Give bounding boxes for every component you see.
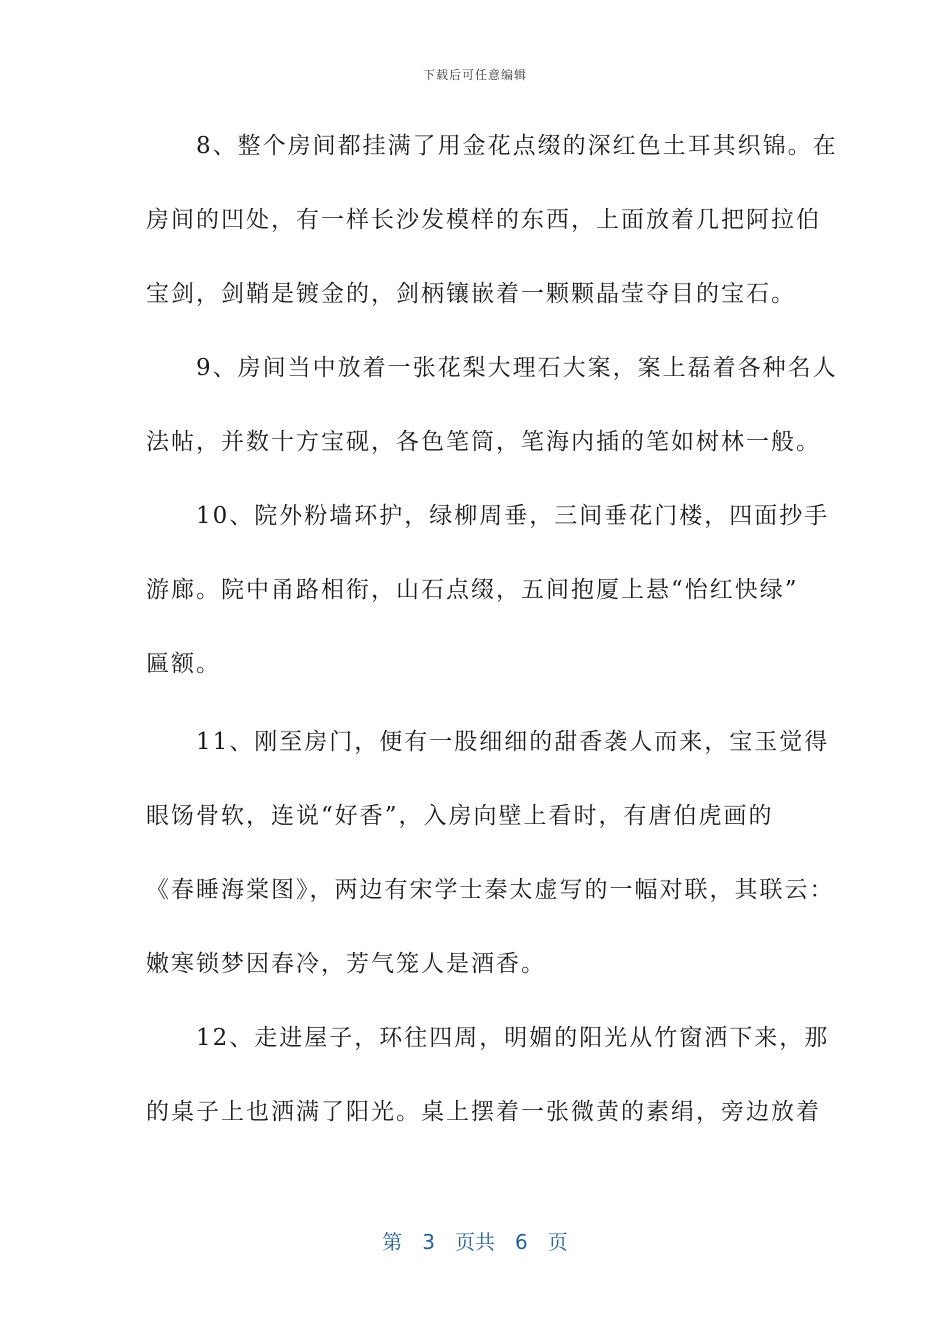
text-line: 宝剑，剑鞘是镀金的，剑柄镶嵌着一颗颗晶莹夺目的宝石。 [146,281,796,307]
text-line: 游廊。院中甬路相衔，山石点缀，五间抱厦上悬“怡红快绿” [146,577,799,603]
page-header: 下载后可任意编辑 [422,68,527,82]
text-line: 9、房间当中放着一张花梨大理石大案，案上磊着各种名人 [146,355,838,381]
text-line: 眼饧骨软，连说“好香”，入房向壁上看时，有唐伯虎画的 [146,803,774,829]
text-line: 11、刚至房门，便有一股细细的甜香袭人而来，宝玉觉得 [146,729,830,755]
page-number-footer: 第 3 页共 6 页 [382,1230,568,1254]
text-line: 《春睡海棠图》，两边有宋学士秦太虚写的一幅对联，其联云： [146,877,835,903]
text-line: 8、整个房间都挂满了用金花点缀的深红色土耳其织锦。在 [146,133,838,159]
text-line: 的桌子上也洒满了阳光。桌上摆着一张微黄的素绢，旁边放着 [146,1099,821,1125]
text-line: 匾额。 [146,651,221,677]
text-line: 房间的凹处，有一样长沙发模样的东西，上面放着几把阿拉伯 [146,207,821,233]
text-line: 嫩寒锁梦因春冷，芳气笼人是酒香。 [146,951,546,977]
text-line: 12、走进屋子，环往四周，明媚的阳光从竹窗洒下来，那 [146,1025,830,1051]
text-line: 10、院外粉墙环护，绿柳周垂，三间垂花门楼，四面抄手 [146,503,830,529]
text-line: 法帖，并数十方宝砚，各色笔筒，笔海内插的笔如树林一般。 [146,429,821,455]
